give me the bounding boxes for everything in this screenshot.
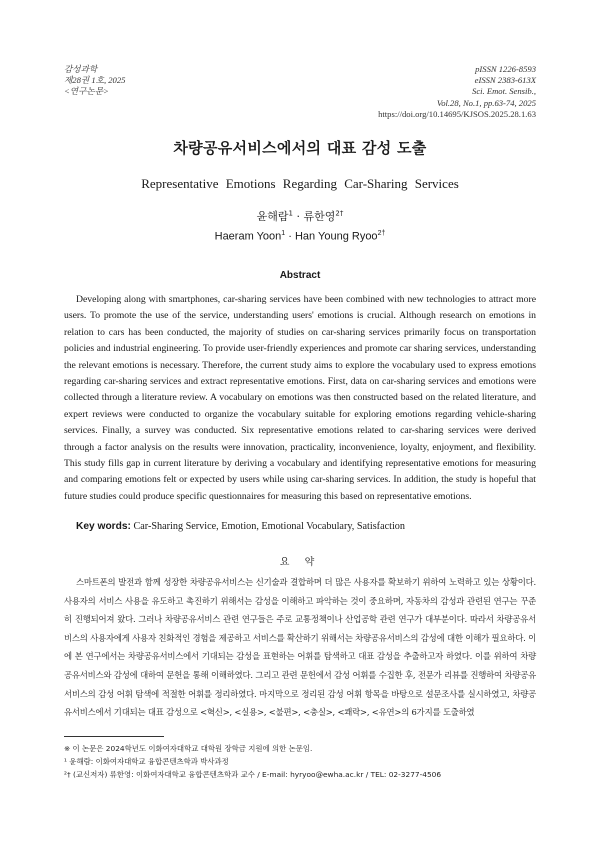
volume-issue-ko: 제28권 1호, 2025 (64, 75, 126, 86)
volume-issue-en: Vol.28, No.1, pp.63-74, 2025 (436, 97, 536, 108)
footnote-author-1: ¹ 윤해람: 이화여자대학교 융합콘텐츠학과 박사과정 (64, 757, 229, 767)
author-1-name-ko: 윤해람 (256, 210, 289, 223)
journal-name-en: Sci. Emot. Sensib., (472, 86, 536, 97)
paper-title-english: Representative Emotions Regarding Car-Sharing Services (141, 176, 459, 191)
author-2-affil-mark-en: 2† (377, 230, 386, 237)
pissn: pISSN 1226-8593 (475, 64, 536, 74)
author-separator-en: · (285, 230, 295, 243)
author-1-affil-mark-en: 1 (281, 230, 286, 237)
author-separator: · (293, 210, 304, 223)
keywords-label: Key words: (76, 521, 131, 532)
author-2-name-ko: 류한영 (303, 210, 336, 223)
author-1-affil-mark: 1 (288, 209, 293, 218)
korean-summary-body: 스마트폰의 발전과 함께 성장한 차량공유서비스는 신기술과 결합하며 더 많은 사용자를 확보하기 위하여 노력하고 있는 상황이다. 사용자의 서비스 사용을 유도하고 촉진하기 위해서는 감성을 이해하고 파악하는 것이 중요하며, 자동차의 감성과 관련된 연구는 꾸준히 진행되어져 왔다. 그러나 차량공유서비스 관련 연구들은 주로 교통정책이나 산업공학 관련 연구가 대부분이다. 따라서 차량공유서비스의 사용자에게 사용자 친화적인 경험을 제공하고 서비스를 확산하기 위해서는 차량공유서비스의 감성에 대한 이해가 필요하다. 이에 본 연구에서는 차량공유서비스에서 기대되는 감성을 표현하는 어휘를 탐색하고 대표 감성을 추출하고자 하였다. 이를 위하여 차량공유서비스와 감성에 대하여 문헌을 통해 이해하였다. 그리고 관련 문헌에서 감성 어휘를 수집한 후, 전문가 리뷰를 진행하여 차량공유서비스의 감성 어휘 탐색에 적절한 어휘를 정리하였다. 마지막으로 정리된 감성 어휘 항목을 바탕으로 설문조사를 실시하였고, 차량공유서비스에서 기대되는 대표 감성으로 <혁신>, <실용>, <불편>, <충실>, <쾌락>, <유연>의 6가지를 도출하였 (64, 577, 536, 718)
author-1-name-en: Haeram Yoon (214, 230, 282, 243)
doi-link[interactable]: https://doi.org/10.14695/KJSOS.2025.28.1.63 (378, 108, 536, 119)
keywords-text: Car-Sharing Service, Emotion, Emotional Vocabulary, Satisfaction (133, 521, 405, 532)
korean-summary-heading: 요 약 (279, 557, 321, 568)
journal-header-left (64, 64, 125, 98)
eissn: eISSN 2383-613X (474, 75, 536, 86)
paper-title-korean: 차량공유서비스에서의 대표 감성 도출 (173, 139, 427, 157)
author-2-affil-mark: 2† (335, 209, 344, 218)
authors-english (0, 230, 600, 243)
article-type-ko: <연구논문> (64, 86, 109, 97)
footnotes (64, 742, 536, 782)
footnote-funding: ※ 이 논문은 2024학년도 이화여자대학교 대학원 장학금 지원에 의한 논문임. (64, 744, 313, 753)
journal-header-right (378, 64, 536, 120)
footnote-divider (64, 736, 164, 737)
journal-name-ko: 감성과학 (64, 64, 98, 74)
author-2-name-en: Han Young Ryoo (294, 230, 378, 243)
footnote-corresponding-author: ²† (교신저자) 류한영: 이화여자대학교 융합콘텐츠학과 교수 / E-mail: hyryoo@ewha.ac.kr / TEL: 02-3277-4506 (64, 770, 442, 780)
abstract-body: Developing along with smartphones, car-sharing services have been combined with new technologies to attract more users. To promote the use of the service, understanding users' emotions is crucial. Although research on emotions in relation to cars has been conducted, the majority of studies on car-sharing services primarily focus on transportation policies and industrial engineering. To provide user-friendly experiences and promote car sharing services, understanding the relevant emotions is necessary. Therefore, the current study aims to explore the vocabulary used to express emotions regarding car-sharing services and extract representative emotions. First, data on car-sharing services and emotions were collected through a literature review. A vocabulary on emotions was then constructed based on the related literature, and expert reviews were conducted to organize the vocabulary suitable for exploring emotions regarding vehicle-sharing services. Finally, a survey was conducted. Six representative emotions related to car-sharing services were derived through a factor analysis on the results were innovation, practicality, inconvenience, loyalty, enjoyment, and flexibility. This study fills gap in current literature by deriving a vocabulary and identifying representative emotions for measuring and comparing emotions felt or expected by users while using car-sharing services. In addition, the study is hopeful that future studies could produce specific questionnaires for measuring this based on representative emotions. (64, 294, 536, 502)
abstract-heading: Abstract (279, 270, 321, 281)
keywords (76, 521, 536, 532)
authors-korean (0, 208, 600, 224)
